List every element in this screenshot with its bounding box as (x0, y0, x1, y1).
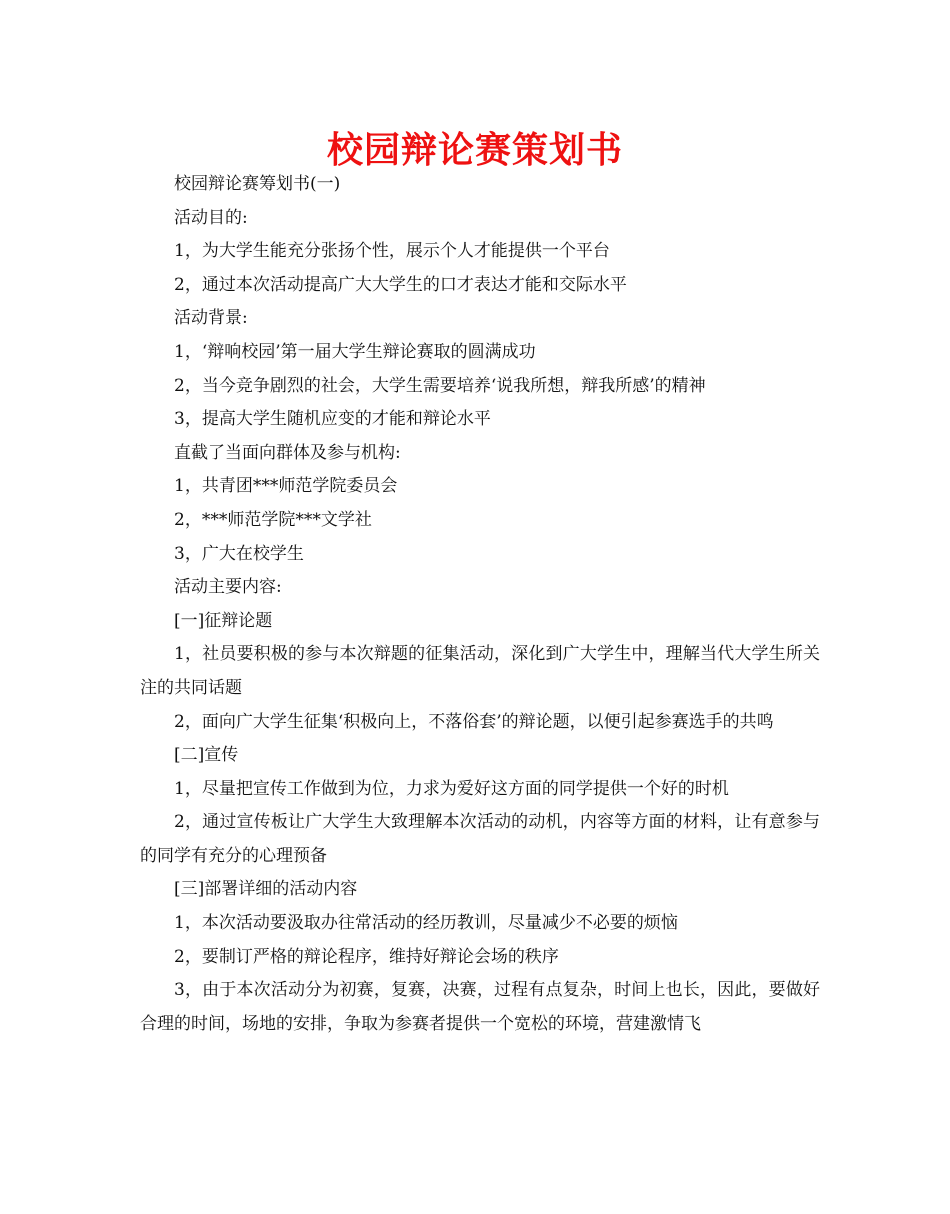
paragraph: 2，面向广大学生征集‘积极向上，不落俗套’的辩论题，以便引起参赛选手的共鸣 (174, 711, 774, 732)
paragraph: 1，为大学生能充分张扬个性，展示个人才能提供一个平台 (174, 241, 610, 262)
paragraph: 1，‘辩响校园’第一届大学生辩论赛取的圆满成功 (174, 341, 536, 362)
paragraph: [二]宣传 (174, 745, 239, 766)
paragraph: 活动目的: (174, 207, 248, 228)
paragraph: [一]征辩论题 (174, 610, 273, 631)
paragraph: 1，尽量把宣传工作做到为位，力求为爱好这方面的同学提供一个好的时机 (174, 778, 729, 799)
document-title: 校园辩论赛策划书 (326, 129, 623, 171)
paragraph: 3，提高大学生随机应变的才能和辩论水平 (174, 409, 491, 430)
paragraph: 直截了当面向群体及参与机构: (174, 442, 401, 463)
paragraph: [三]部署详细的活动内容 (174, 879, 358, 900)
paragraph: 3，广大在校学生 (174, 543, 304, 564)
document-body (140, 168, 820, 1041)
paragraph: 2，通过本次活动提高广大大学生的口才表达才能和交际水平 (174, 274, 627, 295)
paragraph: 1，共青团***师范学院委员会 (174, 476, 398, 497)
paragraph: 活动主要内容: (174, 577, 282, 598)
paragraph: 活动背景: (174, 308, 248, 329)
paragraph: 2，当今竞争剧烈的社会，大学生需要培养‘说我所想，辩我所感’的精神 (174, 375, 706, 396)
paragraph: 1，社员要积极的参与本次辩题的征集活动，深化到广大学生中，理解当代大学生所关注的共同话题 (140, 644, 820, 698)
paragraph: 3，由于本次活动分为初赛，复赛，决赛，过程有点复杂，时间上也长，因此，要做好合理的时间，场地的安排，争取为参赛者提供一个宽松的环境，营建激情飞 (140, 980, 820, 1034)
paragraph: 2，要制订严格的辩论程序，维持好辩论会场的秩序 (174, 946, 559, 967)
paragraph: 1，本次活动要汲取办往常活动的经历教训，尽量减少不必要的烦恼 (174, 913, 678, 934)
paragraph-heading: 校园辩论赛筹划书(一) (174, 174, 341, 194)
paragraph: 2，***师范学院***文学社 (174, 509, 372, 530)
paragraph: 2，通过宣传板让广大学生大致理解本次活动的动机，内容等方面的材料，让有意参与的同学有充分的心理预备 (140, 812, 820, 866)
